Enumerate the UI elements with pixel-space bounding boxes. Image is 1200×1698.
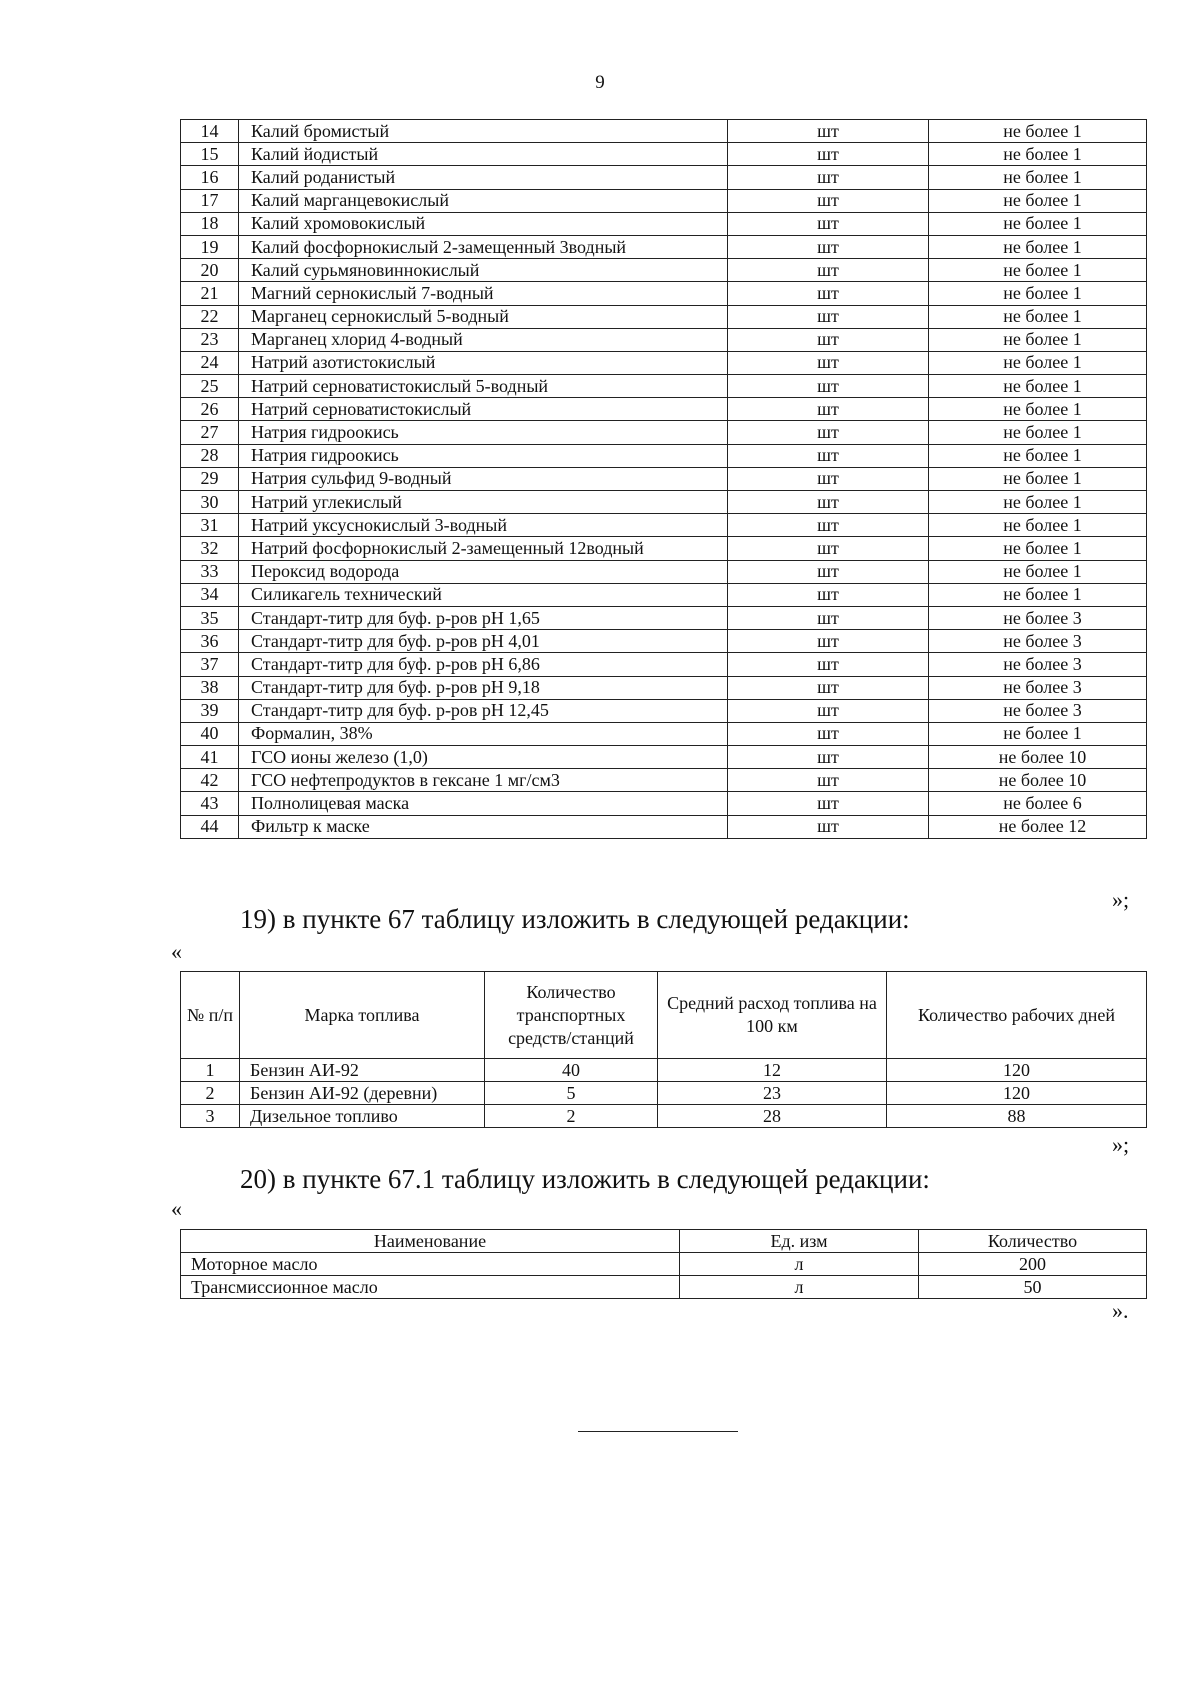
quantity-limit: не более 1 <box>929 514 1147 537</box>
table-row <box>181 514 1147 537</box>
fuel-table <box>180 971 1147 1128</box>
quantity-limit: не более 1 <box>929 166 1147 189</box>
quantity-limit: не более 1 <box>929 375 1147 398</box>
table-row <box>181 1059 1147 1082</box>
unit: шт <box>728 282 929 305</box>
reagent-name: Калий сурьмяновиннокислый <box>239 259 728 282</box>
row-number: 43 <box>181 792 239 815</box>
section20-open-quote: « <box>171 1196 182 1221</box>
quantity-limit: не более 3 <box>929 653 1147 676</box>
unit: шт <box>728 259 929 282</box>
row-number: 15 <box>181 143 239 166</box>
table-row <box>181 143 1147 166</box>
unit: шт <box>728 212 929 235</box>
reagent-name: Натрий серноватистокислый 5-водный <box>239 375 728 398</box>
row-number: 34 <box>181 583 239 606</box>
row-number: 36 <box>181 630 239 653</box>
unit: шт <box>728 467 929 490</box>
table-row <box>181 398 1147 421</box>
fuel-row-number: 1 <box>181 1059 240 1082</box>
table-row <box>181 699 1147 722</box>
fuel-brand: Бензин АИ-92 (деревни) <box>240 1082 485 1105</box>
reagent-name: Стандарт-титр для буф. р-ров pH 4,01 <box>239 630 728 653</box>
quantity-limit: не более 1 <box>929 491 1147 514</box>
unit: шт <box>728 328 929 351</box>
unit: шт <box>728 143 929 166</box>
vehicles-count: 5 <box>485 1082 658 1105</box>
section20-heading: 20) в пункте 67.1 таблицу изложить в следующей редакции: <box>240 1164 930 1194</box>
table-row <box>181 792 1147 815</box>
table-row <box>181 1276 1147 1299</box>
quantity-limit: не более 1 <box>929 722 1147 745</box>
table-row <box>181 769 1147 792</box>
row-number: 21 <box>181 282 239 305</box>
quantity-limit: не более 10 <box>929 746 1147 769</box>
quantity-limit: не более 1 <box>929 328 1147 351</box>
fuel-header-workdays: Количество рабочих дней <box>887 972 1147 1059</box>
footer-rule <box>578 1431 738 1432</box>
quantity-limit: не более 1 <box>929 143 1147 166</box>
table-row <box>181 606 1147 629</box>
quantity-limit: не более 1 <box>929 467 1147 490</box>
table-row <box>181 560 1147 583</box>
unit: шт <box>728 630 929 653</box>
table-row <box>181 444 1147 467</box>
reagents-table <box>180 119 1147 839</box>
unit: шт <box>728 769 929 792</box>
fuel-header-vehicles: Количество транспортных средств/станций <box>485 972 658 1059</box>
section20-close-quote: ». <box>1112 1298 1129 1323</box>
unit: шт <box>728 699 929 722</box>
row-number: 39 <box>181 699 239 722</box>
unit: шт <box>728 375 929 398</box>
table-row <box>181 421 1147 444</box>
vehicles-count: 2 <box>485 1105 658 1128</box>
table-row <box>181 1253 1147 1276</box>
quantity-limit: не более 6 <box>929 792 1147 815</box>
unit: шт <box>728 792 929 815</box>
table-row <box>181 235 1147 258</box>
reagent-name: Стандарт-титр для буф. р-ров pH 6,86 <box>239 653 728 676</box>
table-row <box>181 120 1147 143</box>
fuel-consumption: 12 <box>658 1059 887 1082</box>
unit: шт <box>728 235 929 258</box>
reagent-name: Стандарт-титр для буф. р-ров pH 9,18 <box>239 676 728 699</box>
row-number: 35 <box>181 606 239 629</box>
quantity-limit: не более 1 <box>929 537 1147 560</box>
row-number: 24 <box>181 351 239 374</box>
table-row <box>181 491 1147 514</box>
reagent-name: Фильтр к маске <box>239 815 728 838</box>
reagent-name: Натрия гидроокись <box>239 421 728 444</box>
table-row <box>181 282 1147 305</box>
reagent-name: Пероксид водорода <box>239 560 728 583</box>
reagent-name: Калий марганцевокислый <box>239 189 728 212</box>
unit: шт <box>728 606 929 629</box>
reagent-name: Магний сернокислый 7-водный <box>239 282 728 305</box>
oil-quantity: 200 <box>919 1253 1147 1276</box>
fuel-brand: Дизельное топливо <box>240 1105 485 1128</box>
unit: шт <box>728 746 929 769</box>
reagent-name: Калий фосфорнокислый 2-замещенный 3водный <box>239 235 728 258</box>
row-number: 33 <box>181 560 239 583</box>
table-row <box>181 1105 1147 1128</box>
oil-name: Моторное масло <box>181 1253 680 1276</box>
fuel-row-number: 2 <box>181 1082 240 1105</box>
row-number: 44 <box>181 815 239 838</box>
reagent-name: Силикагель технический <box>239 583 728 606</box>
reagent-name: ГСО нефтепродуктов в гексане 1 мг/см3 <box>239 769 728 792</box>
quantity-limit: не более 3 <box>929 606 1147 629</box>
row-number: 23 <box>181 328 239 351</box>
row-number: 30 <box>181 491 239 514</box>
unit: шт <box>728 351 929 374</box>
row-number: 18 <box>181 212 239 235</box>
oil-quantity: 50 <box>919 1276 1147 1299</box>
reagent-name: Формалин, 38% <box>239 722 728 745</box>
section19-open-quote: « <box>171 939 182 964</box>
table-row <box>181 189 1147 212</box>
unit: шт <box>728 189 929 212</box>
reagent-name: Натрий азотистокислый <box>239 351 728 374</box>
table-row <box>181 328 1147 351</box>
reagent-name: Стандарт-титр для буф. р-ров pH 1,65 <box>239 606 728 629</box>
quantity-limit: не более 12 <box>929 815 1147 838</box>
reagent-name: Полнолицевая маска <box>239 792 728 815</box>
reagent-name: Марганец сернокислый 5-водный <box>239 305 728 328</box>
quantity-limit: не более 1 <box>929 120 1147 143</box>
reagent-name: Стандарт-титр для буф. р-ров pH 12,45 <box>239 699 728 722</box>
quantity-limit: не более 3 <box>929 699 1147 722</box>
table-row <box>181 676 1147 699</box>
quantity-limit: не более 1 <box>929 421 1147 444</box>
table-row <box>181 467 1147 490</box>
quantity-limit: не более 1 <box>929 351 1147 374</box>
table-row <box>181 351 1147 374</box>
unit: шт <box>728 305 929 328</box>
oil-name: Трансмиссионное масло <box>181 1276 680 1299</box>
row-number: 20 <box>181 259 239 282</box>
reagent-name: Натрий фосфорнокислый 2-замещенный 12водный <box>239 537 728 560</box>
quantity-limit: не более 1 <box>929 444 1147 467</box>
oil-unit: л <box>680 1253 919 1276</box>
unit: шт <box>728 166 929 189</box>
unit: шт <box>728 815 929 838</box>
fuel-header-brand: Марка топлива <box>240 972 485 1059</box>
row-number: 31 <box>181 514 239 537</box>
table-row <box>181 259 1147 282</box>
row-number: 27 <box>181 421 239 444</box>
quantity-limit: не более 1 <box>929 259 1147 282</box>
table1-close-quote: »; <box>1112 887 1130 912</box>
table-row <box>181 653 1147 676</box>
page-number: 9 <box>595 72 605 93</box>
oil-unit: л <box>680 1276 919 1299</box>
reagent-name: Натрия гидроокись <box>239 444 728 467</box>
row-number: 16 <box>181 166 239 189</box>
reagent-name: Калий хромовокислый <box>239 212 728 235</box>
reagent-name: Калий йодистый <box>239 143 728 166</box>
oil-header-name: Наименование <box>181 1230 680 1253</box>
table-row <box>181 722 1147 745</box>
quantity-limit: не более 1 <box>929 583 1147 606</box>
quantity-limit: не более 3 <box>929 676 1147 699</box>
unit: шт <box>728 120 929 143</box>
unit: шт <box>728 491 929 514</box>
unit: шт <box>728 398 929 421</box>
fuel-header-consumption: Средний расход топлива на 100 км <box>658 972 887 1059</box>
table-row <box>181 746 1147 769</box>
reagent-name: Натрия сульфид 9-водный <box>239 467 728 490</box>
reagent-name: Калий роданистый <box>239 166 728 189</box>
quantity-limit: не более 3 <box>929 630 1147 653</box>
section19-heading: 19) в пункте 67 таблицу изложить в следующей редакции: <box>240 904 910 934</box>
fuel-brand: Бензин АИ-92 <box>240 1059 485 1082</box>
row-number: 26 <box>181 398 239 421</box>
row-number: 28 <box>181 444 239 467</box>
unit: шт <box>728 514 929 537</box>
reagent-name: Натрий серноватистокислый <box>239 398 728 421</box>
quantity-limit: не более 1 <box>929 282 1147 305</box>
row-number: 29 <box>181 467 239 490</box>
unit: шт <box>728 583 929 606</box>
table-row <box>181 212 1147 235</box>
reagent-name: Натрий углекислый <box>239 491 728 514</box>
table-row <box>181 375 1147 398</box>
row-number: 25 <box>181 375 239 398</box>
row-number: 38 <box>181 676 239 699</box>
unit: шт <box>728 722 929 745</box>
table-row <box>181 537 1147 560</box>
unit: шт <box>728 560 929 583</box>
section19-close-quote: »; <box>1112 1132 1130 1157</box>
reagent-name: Натрий уксуснокислый 3-водный <box>239 514 728 537</box>
quantity-limit: не более 1 <box>929 189 1147 212</box>
unit: шт <box>728 653 929 676</box>
table-row <box>181 630 1147 653</box>
row-number: 41 <box>181 746 239 769</box>
fuel-consumption: 28 <box>658 1105 887 1128</box>
row-number: 17 <box>181 189 239 212</box>
workdays-count: 88 <box>887 1105 1147 1128</box>
fuel-header-num: № п/п <box>181 972 240 1059</box>
quantity-limit: не более 10 <box>929 769 1147 792</box>
table-row <box>181 583 1147 606</box>
table-row <box>181 305 1147 328</box>
oil-header-quantity: Количество <box>919 1230 1147 1253</box>
table-row <box>181 166 1147 189</box>
reagent-name: Калий бромистый <box>239 120 728 143</box>
unit: шт <box>728 444 929 467</box>
workdays-count: 120 <box>887 1082 1147 1105</box>
quantity-limit: не более 1 <box>929 398 1147 421</box>
row-number: 32 <box>181 537 239 560</box>
oil-table <box>180 1229 1147 1299</box>
table-row <box>181 815 1147 838</box>
unit: шт <box>728 421 929 444</box>
table-row <box>181 1082 1147 1105</box>
fuel-consumption: 23 <box>658 1082 887 1105</box>
quantity-limit: не более 1 <box>929 560 1147 583</box>
row-number: 37 <box>181 653 239 676</box>
row-number: 14 <box>181 120 239 143</box>
reagent-name: Марганец хлорид 4-водный <box>239 328 728 351</box>
row-number: 40 <box>181 722 239 745</box>
workdays-count: 120 <box>887 1059 1147 1082</box>
quantity-limit: не более 1 <box>929 305 1147 328</box>
unit: шт <box>728 676 929 699</box>
row-number: 42 <box>181 769 239 792</box>
quantity-limit: не более 1 <box>929 212 1147 235</box>
quantity-limit: не более 1 <box>929 235 1147 258</box>
vehicles-count: 40 <box>485 1059 658 1082</box>
row-number: 19 <box>181 235 239 258</box>
oil-header-unit: Ед. изм <box>680 1230 919 1253</box>
reagent-name: ГСО ионы железо (1,0) <box>239 746 728 769</box>
row-number: 22 <box>181 305 239 328</box>
unit: шт <box>728 537 929 560</box>
fuel-row-number: 3 <box>181 1105 240 1128</box>
